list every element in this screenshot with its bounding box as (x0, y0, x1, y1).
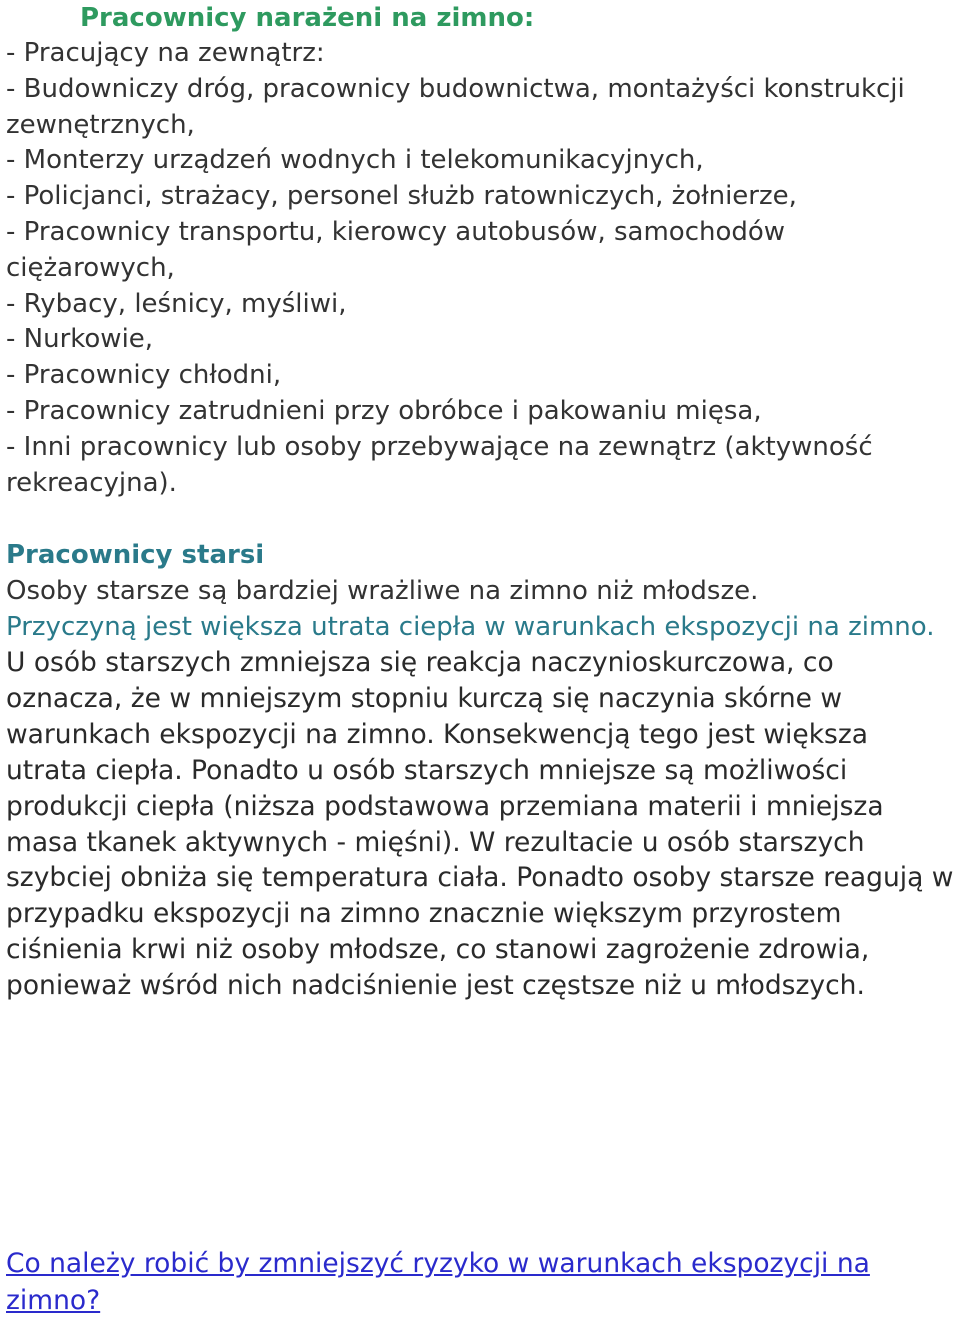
older-workers-detail: U osób starszych zmniejsza się reakcja naczynioskurczowa, co oznacza, że w mniejszym stopniu kurczą się naczynia skórne w warunkach ekspozycji na zimno. Konsekwencją tego jest większa utrata ciepła. Ponadto u osób starszych mniejsze są możliwości produkcji ciepła (niższa podstawowa przemiana materii i mniejsza masa tkanek aktywnych - mięśni). W rezultacie u osób starszych szybciej obniża się temperatura ciała. Ponadto osoby starsze reagują w przypadku ekspozycji na zimno znacznie większym przyrostem ciśnienia krwi niż osoby młodsze, co stanowi zagrożenie zdrowia, ponieważ wśród nich nadciśnienie jest częstsze niż u młodszych. (6, 647, 954, 1002)
cold-workers-heading: Pracownicy narażeni na zimno: (80, 3, 535, 33)
list-item: - Pracownicy chłodni, (6, 360, 282, 391)
footer-link-wrap (6, 1245, 956, 1319)
older-workers-body (6, 609, 956, 1004)
list-item: - Pracujący na zewnątrz: (6, 38, 325, 68)
cold-workers-list (6, 36, 956, 501)
older-workers-cause: Przyczyną jest większa utrata ciepła w warunkach ekspozycji na zimno. (6, 612, 935, 642)
older-workers-section (6, 537, 956, 1004)
older-workers-intro: Osoby starsze są bardziej wrażliwe na zimno niż młodsze. (6, 576, 759, 606)
list-item: - Inni pracownicy lub osoby przebywające na zewnątrz (aktywność rekreacyjna). (6, 431, 873, 498)
list-item: - Monterzy urządzeń wodnych i telekomunikacyjnych, (6, 145, 704, 176)
list-item: - Pracownicy zatrudnieni przy obróbce i pakowaniu mięsa, (6, 395, 762, 426)
list-item: - Nurkowie, (6, 324, 154, 355)
older-workers-heading: Pracownicy starsi (6, 540, 265, 570)
list-item: - Policjanci, strażacy, personel służb ratowniczych, żołnierze, (6, 181, 797, 212)
cold-exposure-advice-link[interactable]: Co należy robić by zmniejszyć ryzyko w warunkach ekspozycji na zimno? (6, 1248, 870, 1316)
list-item: - Rybacy, leśnicy, myśliwi, (6, 288, 347, 319)
list-item: - Pracownicy transportu, kierowcy autobusów, samochodów ciężarowych, (6, 216, 786, 283)
document-page (6, 0, 956, 501)
list-item: - Budowniczy dróg, pracownicy budownictwa, montażyści konstrukcji zewnętrznych, (6, 73, 905, 140)
